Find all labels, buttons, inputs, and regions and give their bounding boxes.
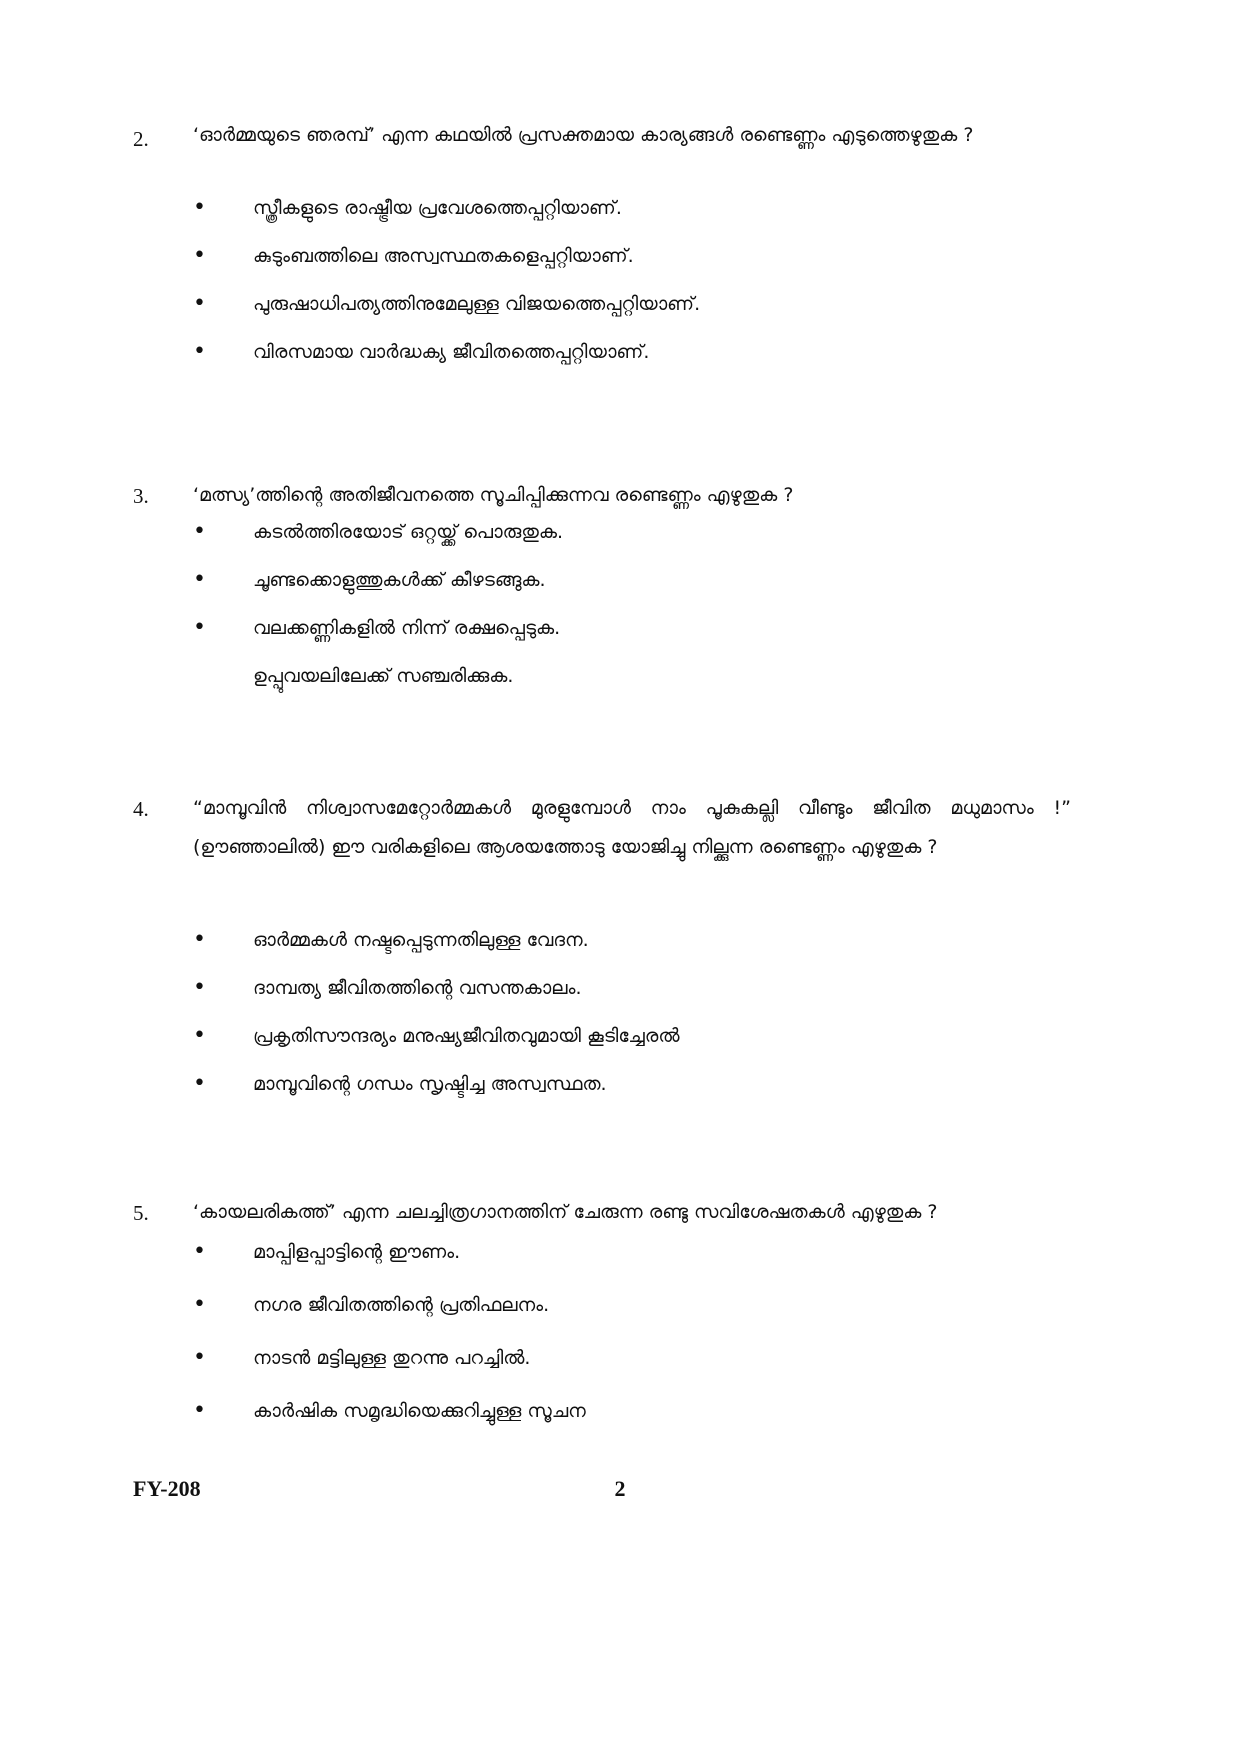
option-text: ചൂണ്ടക്കൊളുത്തുകൾക്ക് കീഴടങ്ങുക. <box>253 569 546 591</box>
option-text: ഓർമ്മകൾ നഷ്ടപ്പെടുന്നതിലുള്ള വേദന. <box>253 929 589 951</box>
option-text: സ്ത്രീകളുടെ രാഷ്ട്രീയ പ്രവേശത്തെപ്പറ്റിയാണ്. <box>253 197 622 219</box>
option-text: നഗര ജീവിതത്തിന്റെ പ്രതിഫലനം. <box>253 1294 550 1316</box>
bullet-icon: • <box>193 1292 206 1317</box>
option-text: ദാമ്പത്യ ജീവിതത്തിന്റെ വസന്തകാലം. <box>253 977 582 999</box>
option-item <box>193 610 1053 646</box>
question-text: ‘കായലരികത്ത്’ എന്ന ചലച്ചിത്രഗാനത്തിന് ചേരുന്ന രണ്ടു സവിശേഷതകൾ എഴുതുക ? <box>193 1201 938 1223</box>
option-item <box>193 190 1053 226</box>
bullet-icon: • <box>193 1398 206 1423</box>
option-item <box>193 1287 1053 1323</box>
option-text: നാടൻ മട്ടിലുള്ള തുറന്നു പറച്ചിൽ. <box>253 1347 531 1369</box>
option-item <box>193 562 1053 598</box>
question-text: ‘മത്സ്യ’ത്തിന്റെ അതിജീവനത്തെ സൂചിപ്പിക്കുന്നവ രണ്ടെണ്ണം എഴുതുക ? <box>193 484 794 506</box>
question-number: 4. <box>133 797 149 821</box>
option-text: പുരുഷാധിപത്യത്തിനുമേലുള്ള വിജയത്തെപ്പറ്റിയാണ്. <box>253 293 701 315</box>
option-item <box>193 238 1053 274</box>
bullet-icon: • <box>193 615 206 640</box>
option-item <box>193 1234 1053 1270</box>
option-item <box>193 286 1053 322</box>
bullet-icon: • <box>193 291 206 316</box>
option-item <box>193 1018 1053 1054</box>
bullet-icon: • <box>193 243 206 268</box>
option-text: മാമ്പൂവിന്റെ ഗന്ധം സൃഷ്ടിച്ച അസ്വസ്ഥത. <box>253 1073 607 1095</box>
option-text: വലക്കണ്ണികളിൽ നിന്ന് രക്ഷപ്പെടുക. <box>253 617 561 639</box>
option-item <box>193 514 1053 550</box>
option-text: ഉപ്പുവയലിലേക്ക് സഞ്ചരിക്കുക. <box>253 665 514 687</box>
bullet-icon: • <box>193 195 206 220</box>
bullet-icon: • <box>193 567 206 592</box>
option-text: വിരസമായ വാർദ്ധക്യ ജീവിതത്തെപ്പറ്റിയാണ്. <box>253 341 650 363</box>
question-number: 2. <box>133 127 149 151</box>
bullet-icon: • <box>193 975 206 1000</box>
option-item <box>193 1340 1053 1376</box>
bullet-icon: • <box>193 927 206 952</box>
option-item <box>193 1066 1053 1102</box>
bullet-icon: • <box>193 1071 206 1096</box>
option-item <box>193 658 1053 694</box>
question-text: ‘ഓർമ്മയുടെ ഞരമ്പ്’ എന്ന കഥയിൽ പ്രസക്തമായ കാര്യങ്ങൾ രണ്ടെണ്ണം എടുത്തെഴുതുക ? <box>193 124 974 146</box>
question-number: 5. <box>133 1201 149 1225</box>
bullet-icon: • <box>193 1345 206 1370</box>
option-text: കടൽത്തിരയോട് ഒറ്റയ്ക്ക് പൊരുതുക. <box>253 521 563 543</box>
option-item <box>193 922 1053 958</box>
option-text: പ്രകൃതിസൗന്ദര്യം മനുഷ്യജീവിതവുമായി കൂടിച്ചേരൽ <box>253 1025 680 1047</box>
bullet-icon: • <box>193 339 206 364</box>
option-item <box>193 334 1053 370</box>
bullet-icon: • <box>193 1023 206 1048</box>
question-text: “മാമ്പൂവിൻ നിശ്വാസമേറ്റോർമ്മകൾ മുരളുമ്പോൾ നാം പൂകുകല്ലി വീണ്ടും ജീവിത മധുമാസം !” (ഊഞ്ഞാലിൽ) ഈ വരികളിലെ ആശയത്തോടു യോജിച്ചു നില്ക്കുന്ന രണ്ടെണ്ണം എഴുതുക ? <box>193 797 1071 858</box>
option-item <box>193 970 1053 1006</box>
option-text: കുടുംബത്തിലെ അസ്വസ്ഥതകളെപ്പറ്റിയാണ്. <box>253 245 634 267</box>
option-item <box>193 1393 1053 1429</box>
option-text: മാപ്പിളപ്പാട്ടിന്റെ ഈണം. <box>253 1241 461 1263</box>
page-number: 2 <box>614 1476 626 1501</box>
paper-code: FY-208 <box>133 1476 201 1501</box>
bullet-icon: • <box>193 519 206 544</box>
option-text: കാർഷിക സമൃദ്ധിയെക്കുറിച്ചുള്ള സൂചന <box>253 1400 586 1422</box>
bullet-icon: • <box>193 1239 206 1264</box>
question-number: 3. <box>133 484 149 508</box>
